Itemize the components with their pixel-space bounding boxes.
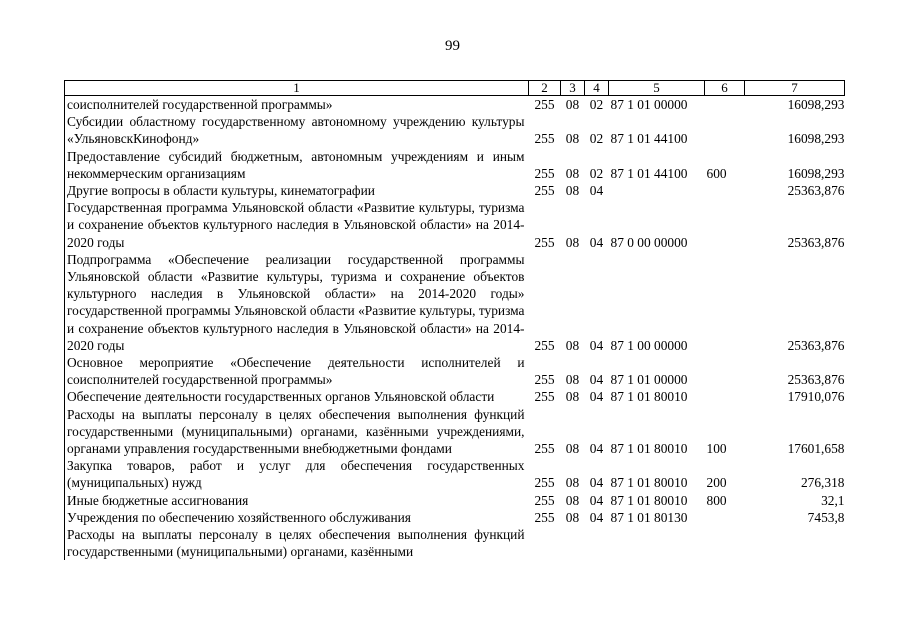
- row-sum-cell: 16098,293: [787, 165, 845, 181]
- row-grbs-cell: 255: [534, 441, 555, 457]
- row-sum-cell: [745, 526, 845, 560]
- table-row: [65, 96, 845, 114]
- budget-table: [64, 80, 845, 560]
- row-grbs-cell: 255: [534, 372, 555, 388]
- row-name-cell: соисполнителей государственной программы»: [65, 96, 529, 114]
- table-row: [65, 509, 845, 526]
- row-subsection-cell: 04: [589, 509, 604, 525]
- row-expense-type-cell: [705, 388, 745, 405]
- row-section-cell: 08: [565, 131, 580, 147]
- row-grbs-cell: 255: [534, 492, 555, 508]
- row-subsection-cell: [585, 526, 609, 560]
- column-header: 2: [529, 81, 561, 96]
- column-header: 1: [65, 81, 529, 96]
- row-section-cell: 08: [565, 441, 580, 457]
- row-grbs-cell: [529, 526, 561, 560]
- table-row: [65, 113, 845, 147]
- row-grbs-cell: 255: [534, 509, 555, 525]
- row-grbs-cell: 255: [534, 165, 555, 181]
- row-target-article-cell: [609, 526, 705, 560]
- row-expense-type-cell: 600: [706, 165, 727, 181]
- table-header-row: [65, 81, 845, 96]
- page-number: 99: [445, 38, 460, 54]
- row-target-article-cell: 87 1 01 44100: [610, 165, 688, 181]
- column-header: 5: [609, 81, 705, 96]
- row-sum-cell: 16098,293: [787, 131, 845, 147]
- table-row: [65, 406, 845, 458]
- row-expense-type-cell: [705, 113, 745, 147]
- row-grbs-cell: 255: [534, 389, 555, 405]
- row-subsection-cell: 04: [589, 372, 604, 388]
- row-sum-cell: 25363,876: [787, 372, 845, 388]
- row-target-article-cell: 87 1 01 80010: [610, 475, 688, 491]
- row-name-cell: Предоставление субсидий бюджетным, автономным учреждениям и иным некоммерческим организациям: [65, 148, 529, 182]
- table-row: [65, 388, 845, 405]
- row-subsection-cell: 02: [589, 131, 604, 147]
- row-section-cell: 08: [565, 234, 580, 250]
- row-expense-type-cell: [705, 199, 745, 251]
- row-subsection-cell: 04: [589, 389, 604, 405]
- column-header: 3: [561, 81, 585, 96]
- row-section-cell: 08: [565, 183, 580, 199]
- row-name-cell: Обеспечение деятельности государственных органов Ульяновской области: [65, 388, 529, 405]
- row-sum-cell: 7453,8: [807, 509, 845, 525]
- row-subsection-cell: 04: [589, 183, 604, 199]
- row-name-cell: Основное мероприятие «Обеспечение деятельности исполнителей и соисполнителей государственной программы»: [65, 354, 529, 388]
- row-expense-type-cell: [705, 509, 745, 526]
- row-expense-type-cell: 800: [706, 492, 727, 508]
- row-target-article-cell: 87 1 00 00000: [610, 337, 688, 353]
- row-target-article-cell: 87 1 01 80010: [610, 441, 688, 457]
- row-grbs-cell: 255: [534, 234, 555, 250]
- table-row: [65, 457, 845, 491]
- row-section-cell: 08: [565, 337, 580, 353]
- row-section-cell: [561, 526, 585, 560]
- table-row: [65, 492, 845, 509]
- row-expense-type-cell: [705, 182, 745, 199]
- row-grbs-cell: 255: [534, 97, 555, 112]
- row-subsection-cell: 04: [589, 234, 604, 250]
- row-expense-type-cell: [705, 354, 745, 388]
- row-grbs-cell: 255: [534, 337, 555, 353]
- row-sum-cell: 25363,876: [787, 234, 845, 250]
- row-expense-type-cell: [705, 251, 745, 354]
- row-grbs-cell: 255: [534, 183, 555, 199]
- row-grbs-cell: 255: [534, 475, 555, 491]
- column-header: 4: [585, 81, 609, 96]
- row-target-article-cell: 87 1 01 44100: [610, 131, 688, 147]
- row-target-article-cell: 87 1 01 80130: [610, 509, 688, 525]
- row-target-article-cell: 87 1 01 00000: [610, 372, 688, 388]
- row-name-cell: Подпрограмма «Обеспечение реализации государственной программы Ульяновской области «Развитие культуры, туризма и сохранение объектов культурного наследия в Ульяновской области» на 2014-2020 годы» государственной программы Ульяновской области «Развитие культуры, туризма и сохранение объектов культурного наследия в Ульяновской области» на 2014-2020 годы: [65, 251, 529, 354]
- row-expense-type-cell: [705, 96, 745, 114]
- row-name-cell: Расходы на выплаты персоналу в целях обеспечения выполнения функций государственными (муниципальными) органами, казёнными учреждениями, органами управления государственными внебюджетными фондами: [65, 406, 529, 458]
- row-name-cell: Расходы на выплаты персоналу в целях обеспечения выполнения функций государственными (муниципальными) органами, казёнными: [65, 526, 529, 560]
- row-section-cell: 08: [565, 165, 580, 181]
- row-sum-cell: 32,1: [821, 492, 845, 508]
- row-target-article-cell: 87 0 00 00000: [610, 234, 688, 250]
- row-name-cell: Другие вопросы в области культуры, кинематографии: [65, 182, 529, 199]
- row-expense-type-cell: [705, 526, 745, 560]
- table-row: [65, 526, 845, 560]
- row-section-cell: 08: [565, 492, 580, 508]
- row-section-cell: 08: [565, 389, 580, 405]
- row-name-cell: Субсидии областному государственному автономному учреждению культуры «УльяновскКинофонд»: [65, 113, 529, 147]
- row-target-article-cell: 87 1 01 00000: [610, 97, 688, 112]
- table-row: [65, 148, 845, 182]
- row-section-cell: 08: [565, 97, 580, 112]
- row-expense-type-cell: 100: [706, 441, 727, 457]
- table-body: [65, 96, 845, 561]
- row-expense-type-cell: 200: [706, 475, 727, 491]
- row-section-cell: 08: [565, 509, 580, 525]
- row-subsection-cell: 02: [589, 97, 604, 112]
- row-sum-cell: 16098,293: [787, 97, 845, 112]
- row-subsection-cell: 04: [589, 337, 604, 353]
- column-header: 6: [705, 81, 745, 96]
- column-header: 7: [745, 81, 845, 96]
- row-subsection-cell: 04: [589, 441, 604, 457]
- row-name-cell: Закупка товаров, работ и услуг для обеспечения государственных (муниципальных) нужд: [65, 457, 529, 491]
- row-name-cell: Учреждения по обеспечению хозяйственного обслуживания: [65, 509, 529, 526]
- table-row: [65, 251, 845, 354]
- row-section-cell: 08: [565, 372, 580, 388]
- row-sum-cell: 17910,076: [787, 389, 845, 405]
- row-target-article-cell: 87 1 01 80010: [610, 389, 688, 405]
- table-row: [65, 182, 845, 199]
- row-name-cell: Иные бюджетные ассигнования: [65, 492, 529, 509]
- row-name-cell: Государственная программа Ульяновской области «Развитие культуры, туризма и сохранение объектов культурного наследия в Ульяновской области» на 2014-2020 годы: [65, 199, 529, 251]
- row-section-cell: 08: [565, 475, 580, 491]
- row-sum-cell: 25363,876: [787, 183, 845, 199]
- table-row: [65, 354, 845, 388]
- table-row: [65, 199, 845, 251]
- row-subsection-cell: 04: [589, 475, 604, 491]
- row-target-article-cell: 87 1 01 80010: [610, 492, 688, 508]
- row-sum-cell: 17601,658: [787, 441, 845, 457]
- row-sum-cell: 25363,876: [787, 337, 845, 353]
- row-subsection-cell: 04: [589, 492, 604, 508]
- row-grbs-cell: 255: [534, 131, 555, 147]
- row-subsection-cell: 02: [589, 165, 604, 181]
- row-target-article-cell: [609, 182, 705, 199]
- row-sum-cell: 276,318: [800, 475, 845, 491]
